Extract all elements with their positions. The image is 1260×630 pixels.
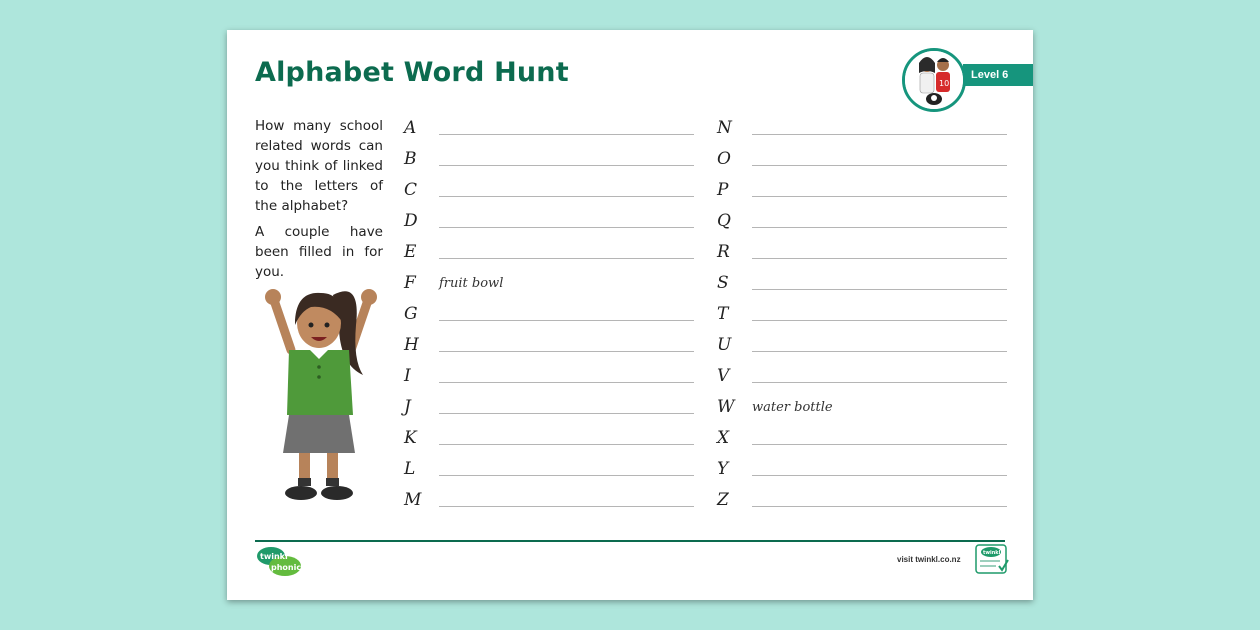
answer-line[interactable] bbox=[752, 165, 1007, 166]
svg-text:twinkl: twinkl bbox=[260, 552, 288, 561]
answer-line[interactable] bbox=[439, 382, 694, 383]
letter-row-s bbox=[717, 272, 1007, 303]
letter-row-e bbox=[404, 241, 694, 272]
answer-line[interactable] bbox=[439, 320, 694, 321]
row-letter: F bbox=[404, 273, 416, 293]
letter-row-r bbox=[717, 241, 1007, 272]
answer-line[interactable] bbox=[439, 227, 694, 228]
answer-line[interactable] bbox=[752, 289, 1007, 290]
instructions bbox=[255, 116, 383, 288]
row-letter: A bbox=[404, 118, 417, 138]
row-letter: U bbox=[717, 335, 732, 355]
letter-row-i bbox=[404, 365, 694, 396]
row-letter: B bbox=[404, 149, 417, 169]
letter-row-u bbox=[717, 334, 1007, 365]
row-letter: P bbox=[717, 180, 729, 200]
answer-line[interactable] bbox=[752, 196, 1007, 197]
row-letter: R bbox=[717, 242, 730, 262]
svg-text:10: 10 bbox=[939, 79, 950, 88]
letter-row-q bbox=[717, 210, 1007, 241]
answer-line[interactable] bbox=[752, 382, 1007, 383]
letter-row-h bbox=[404, 334, 694, 365]
answer-line[interactable] bbox=[439, 165, 694, 166]
letter-row-p bbox=[717, 179, 1007, 210]
letter-row-z bbox=[717, 489, 1007, 520]
letter-row-k bbox=[404, 427, 694, 458]
row-letter: D bbox=[404, 211, 418, 231]
letter-row-b bbox=[404, 148, 694, 179]
twinkl-quality-logo bbox=[975, 544, 1009, 581]
row-letter: X bbox=[717, 428, 730, 448]
row-letter: V bbox=[717, 366, 730, 386]
answer-line[interactable] bbox=[439, 413, 694, 414]
instruction-question: How many school related words can you think of linked to the letters of the alphabet? bbox=[255, 118, 383, 214]
letter-row-g bbox=[404, 303, 694, 334]
row-letter: S bbox=[717, 273, 729, 293]
row-letter: I bbox=[404, 366, 411, 386]
letter-row-d bbox=[404, 210, 694, 241]
row-letter: O bbox=[717, 149, 731, 169]
letter-row-y bbox=[717, 458, 1007, 489]
answer-line[interactable] bbox=[752, 320, 1007, 321]
answer-line[interactable] bbox=[752, 506, 1007, 507]
left-letter-column bbox=[404, 117, 694, 520]
row-letter: N bbox=[717, 118, 732, 138]
row-letter: G bbox=[404, 304, 418, 324]
row-letter: K bbox=[404, 428, 417, 448]
answer-line[interactable] bbox=[752, 444, 1007, 445]
letter-row-f bbox=[404, 272, 694, 303]
filled-word: water bottle bbox=[752, 400, 833, 415]
answer-line[interactable] bbox=[752, 475, 1007, 476]
footer-divider bbox=[255, 540, 1005, 542]
svg-text:twinkl: twinkl bbox=[983, 550, 1001, 556]
answer-line[interactable] bbox=[752, 351, 1007, 352]
letter-row-c bbox=[404, 179, 694, 210]
row-letter: T bbox=[717, 304, 729, 324]
right-letter-column bbox=[717, 117, 1007, 520]
answer-line[interactable] bbox=[439, 351, 694, 352]
twinkl-phonics-logo bbox=[255, 546, 303, 585]
characters-badge-icon bbox=[902, 48, 966, 112]
letter-row-a bbox=[404, 117, 694, 148]
letter-row-t bbox=[717, 303, 1007, 334]
answer-line[interactable] bbox=[439, 196, 694, 197]
answer-line[interactable] bbox=[439, 258, 694, 259]
answer-line[interactable] bbox=[752, 258, 1007, 259]
answer-line[interactable] bbox=[439, 444, 694, 445]
page-title: Alphabet Word Hunt bbox=[255, 57, 569, 88]
letter-row-w bbox=[717, 396, 1007, 427]
letter-row-l bbox=[404, 458, 694, 489]
filled-word: fruit bowl bbox=[439, 276, 504, 291]
level-badge: Level 6 bbox=[963, 64, 1033, 86]
row-letter: J bbox=[404, 397, 411, 417]
cheering-girl-illustration bbox=[261, 275, 381, 515]
letter-row-x bbox=[717, 427, 1007, 458]
row-letter: Y bbox=[717, 459, 729, 479]
letter-row-m bbox=[404, 489, 694, 520]
row-letter: E bbox=[404, 242, 417, 262]
row-letter: C bbox=[404, 180, 418, 200]
row-letter: W bbox=[717, 397, 735, 417]
worksheet-page bbox=[227, 30, 1033, 600]
answer-line[interactable] bbox=[752, 134, 1007, 135]
answer-line[interactable] bbox=[439, 134, 694, 135]
row-letter: H bbox=[404, 335, 419, 355]
answer-line[interactable] bbox=[752, 227, 1007, 228]
visit-link[interactable]: visit twinkl.co.nz bbox=[897, 555, 961, 564]
svg-text:phonics: phonics bbox=[271, 563, 303, 572]
instruction-note: A couple have been filled in for you. bbox=[255, 224, 383, 280]
letter-row-o bbox=[717, 148, 1007, 179]
letter-row-n bbox=[717, 117, 1007, 148]
letter-row-j bbox=[404, 396, 694, 427]
row-letter: M bbox=[404, 490, 422, 510]
letter-row-v bbox=[717, 365, 1007, 396]
answer-line[interactable] bbox=[439, 506, 694, 507]
answer-line[interactable] bbox=[439, 475, 694, 476]
row-letter: Z bbox=[717, 490, 729, 510]
row-letter: L bbox=[404, 459, 416, 479]
row-letter: Q bbox=[717, 211, 731, 231]
